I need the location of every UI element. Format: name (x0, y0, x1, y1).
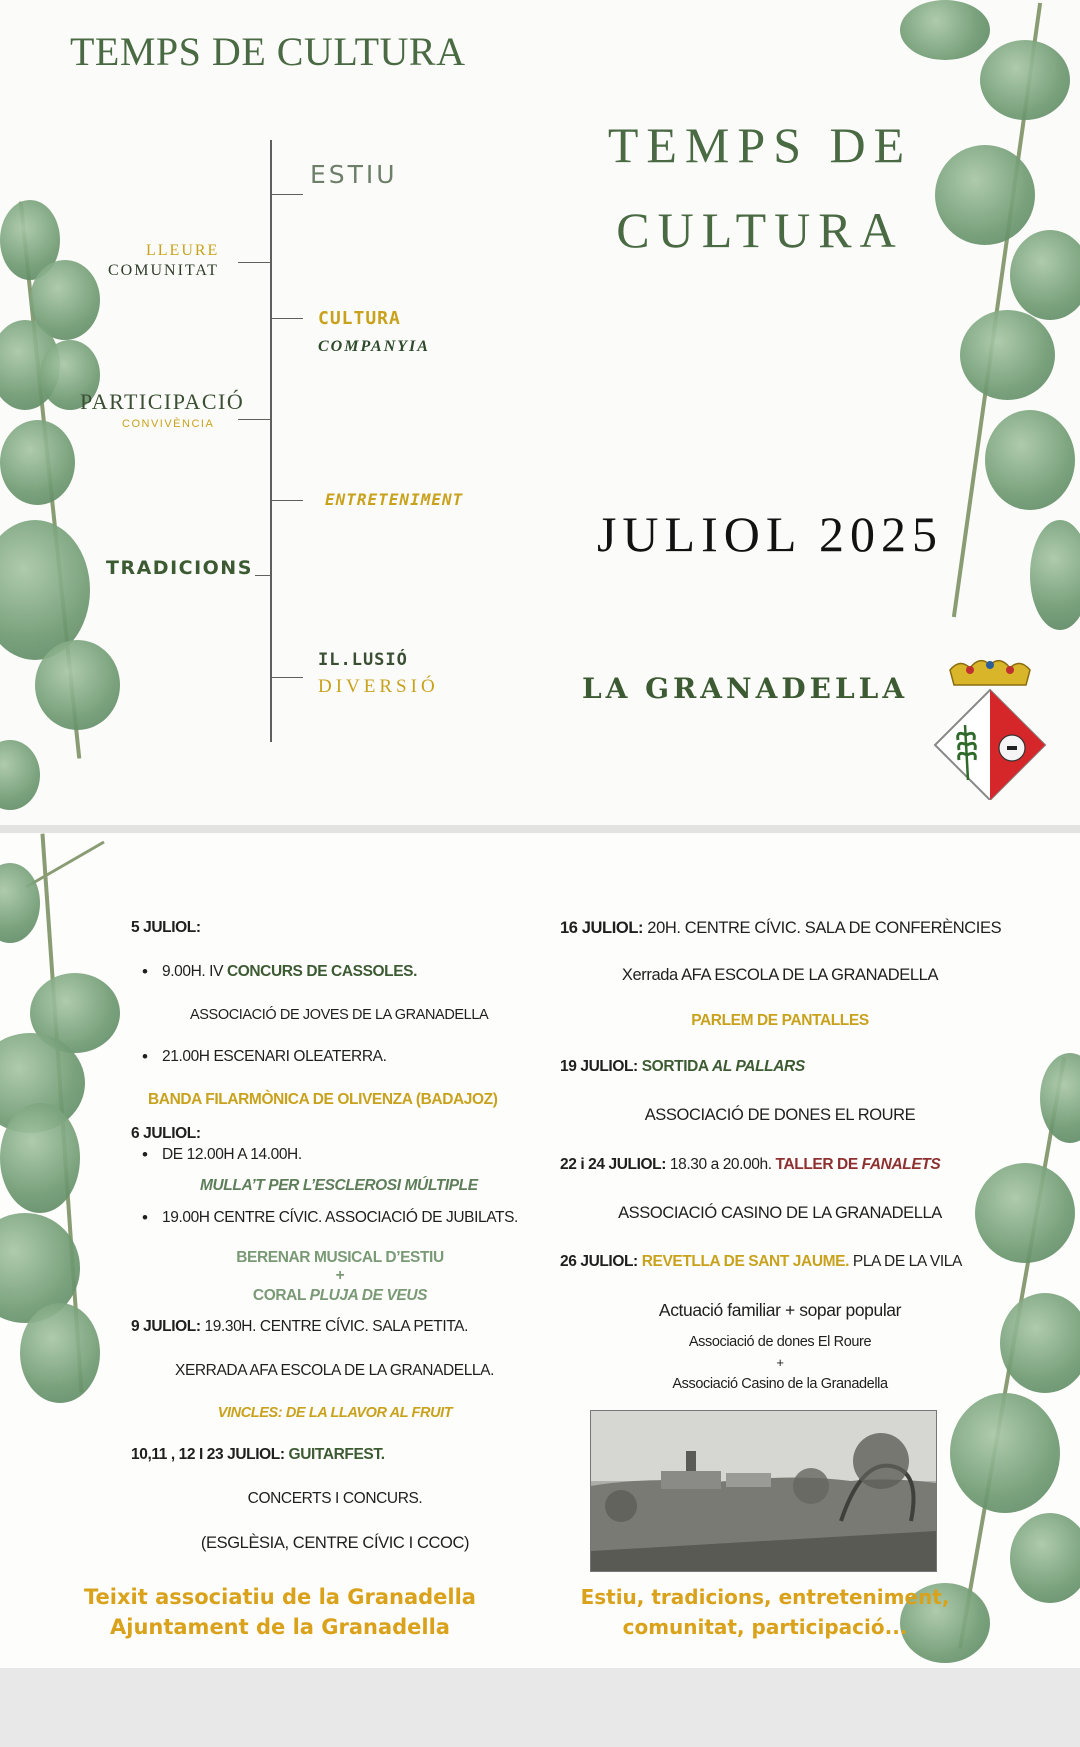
event-vincles: VINCLES: DE LA LLAVOR AL FRUIT (217, 1405, 453, 1421)
event-pantalles: PARLEM DE PANTALLES (691, 1012, 869, 1029)
event-guitarfest: 10,11 , 12 I 23 JULIOL: GUITARFEST. (131, 1446, 385, 1463)
event-19-july: 19 JULIOL: SORTIDA AL PALLARS (560, 1058, 805, 1075)
footer-right-line2: comunitat, participació... (622, 1615, 908, 1639)
footer-left-line2: Ajuntament de la Granadella (110, 1615, 450, 1639)
header-title: TEMPS DE CULTURA (70, 29, 466, 74)
event-coral: CORAL PLUJA DE VEUS (252, 1287, 428, 1304)
event-jubilats: • 19.00H CENTRE CÍVIC. ASSOCIACIÓ DE JUBILATS. (162, 1209, 518, 1227)
town-name: LA GRANADELLA (581, 672, 909, 705)
event-26-org2: Associació Casino de la Granadella (672, 1376, 888, 1392)
event-mullat-title: MULLA’T PER L’ESCLEROSI MÚLTIPLE (200, 1177, 478, 1194)
event-escenari: • 21.00H ESCENARI OLEATERRA. (162, 1048, 386, 1066)
historic-town-photo (590, 1410, 937, 1572)
event-16-org: Xerrada AFA ESCOLA DE LA GRANADELLA (621, 966, 939, 984)
event-26-sub: Actuació familiar + sopar popular (658, 1300, 902, 1320)
timeline-tradicions: TRADICIONS (106, 557, 253, 579)
timeline-convivencia: CONVIVÈNCIA (122, 418, 215, 430)
event-22-org: ASSOCIACIÓ CASINO DE LA GRANADELLA (618, 1204, 942, 1222)
event-guitarfest-sub: CONCERTS I CONCURS. (247, 1490, 423, 1507)
event-26-plus: + (776, 1355, 784, 1370)
footer-left-line1: Teixit associatiu de la Granadella (84, 1585, 476, 1609)
event-19-org: ASSOCIACIÓ DE DONES EL ROURE (644, 1106, 916, 1124)
cover-panel (0, 0, 1080, 825)
timeline-comunitat: COMUNITAT (108, 262, 219, 279)
town-coat-of-arms (930, 650, 1050, 800)
date-5-july: 5 JULIOL: (131, 919, 201, 936)
event-cassoles: • 9.00H. IV CONCURS DE CASSOLES. (162, 963, 417, 981)
timeline-entreteniment: ENTRETENIMENT (325, 490, 464, 509)
event-month: JULIOL 2025 (596, 506, 944, 562)
event-16-july: 16 JULIOL: 20H. CENTRE CÍVIC. SALA DE CONFERÈNCIES (560, 919, 1002, 937)
event-berenar: BERENAR MUSICAL D’ESTIU (236, 1249, 444, 1266)
panel-divider (0, 825, 1080, 833)
event-26-july: 26 JULIOL: REVETLLA DE SANT JAUME. PLA DE LA VILA (560, 1253, 962, 1270)
date-6-july: 6 JULIOL: (131, 1125, 201, 1142)
main-title-line1: TEMPS DE (607, 117, 913, 173)
timeline-diversio: DIVERSIÓ (318, 676, 439, 697)
event-26-org1: Associació de dones El Roure (688, 1334, 872, 1350)
footer-right-line1: Estiu, tradicions, entreteniment, (580, 1585, 950, 1609)
event-guitarfest-place: (ESGLÈSIA, CENTRE CÍVIC I CCOC) (200, 1534, 470, 1552)
event-xerrada-9: 9 JULIOL: 19.30H. CENTRE CÍVIC. SALA PETITA. (131, 1318, 468, 1335)
timeline-participacio: PARTICIPACIÓ (80, 389, 245, 414)
timeline-lleure: LLEURE (146, 242, 220, 259)
event-mullat-time: • DE 12.00H A 14.00H. (162, 1146, 302, 1164)
timeline-cultura: CULTURA (318, 308, 401, 329)
timeline-companyia: COMPANYIA (318, 338, 430, 355)
timeline-illusio: IL.LUSIÓ (318, 650, 408, 670)
event-banda: BANDA FILARMÒNICA DE OLIVENZA (BADAJOZ) (148, 1091, 498, 1108)
event-22-july: 22 i 24 JULIOL: 18.30 a 20.00h. TALLER DE FANALETS (560, 1156, 941, 1173)
event-xerrada-9-org: XERRADA AFA ESCOLA DE LA GRANADELLA. (175, 1362, 494, 1379)
event-berenar-plus: + (335, 1267, 345, 1284)
timeline-estiu: ESTIU (310, 160, 398, 189)
event-cassoles-org: ASSOCIACIÓ DE JOVES DE LA GRANADELLA (190, 1007, 489, 1023)
main-title-line2: CULTURA (616, 202, 904, 258)
